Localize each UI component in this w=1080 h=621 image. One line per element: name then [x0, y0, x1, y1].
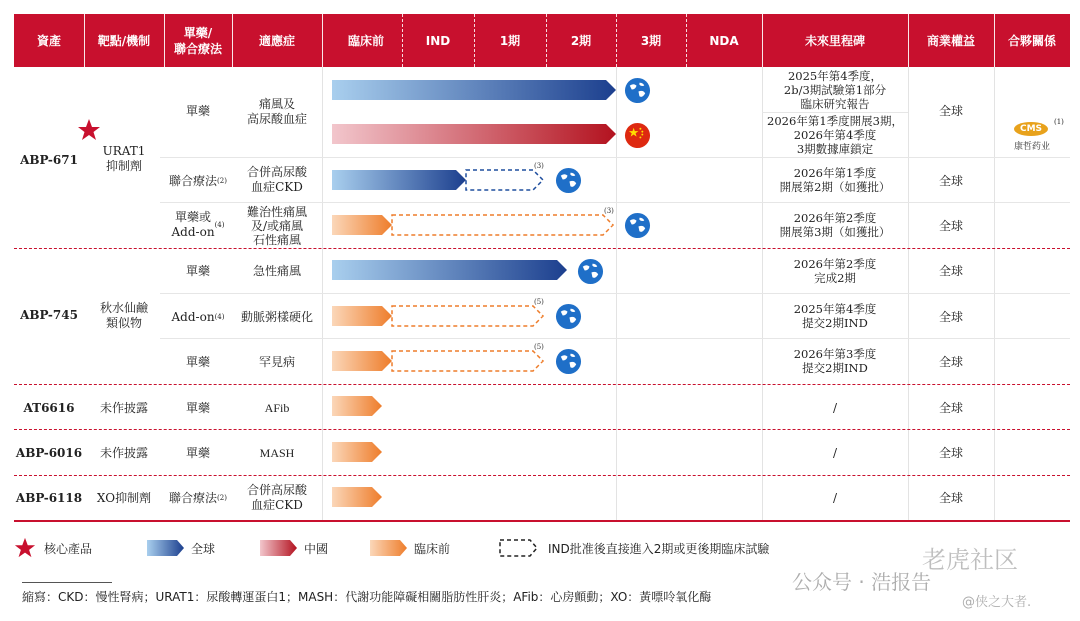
- milestone: /: [832, 490, 838, 505]
- bar-preclinical: [332, 442, 382, 462]
- bar-dashed: [392, 306, 543, 326]
- rights: 全球: [938, 263, 963, 278]
- therapy-mono: 單藥: [185, 263, 210, 278]
- legend-preclinical: 臨床前: [414, 542, 451, 556]
- bar-dashed: [392, 351, 543, 371]
- globe-icon: [555, 303, 582, 330]
- header-therapy: 單藥/ 聯合療法: [173, 25, 222, 56]
- footnote-rule: [22, 582, 112, 583]
- indication-ckd: 合併高尿酸 血症CKD: [246, 165, 307, 194]
- globe-icon: [555, 167, 582, 194]
- milestone: 2026年第1季度開展3期， 2026年第4季度 3期數據庫鎖定: [767, 114, 903, 156]
- globe-icon: [555, 348, 582, 375]
- legend-dashed-swatch: [499, 539, 539, 557]
- header-phase2: 2期: [570, 33, 592, 48]
- milestone: 2026年第3季度 提交2期IND: [793, 347, 877, 375]
- asset-abp-6016: ABP-6016: [15, 445, 83, 460]
- note: (3): [534, 162, 544, 170]
- bar-global: [332, 80, 616, 100]
- indication-ckd: 合併高尿酸 血症CKD: [246, 483, 307, 512]
- globe-icon: [577, 258, 604, 285]
- milestone: /: [832, 400, 838, 415]
- rights: 全球: [938, 309, 963, 324]
- watermark-account: 公众号 · 浩报告: [792, 570, 932, 594]
- rights: 全球: [938, 400, 963, 415]
- target-undisclosed: 未作披露: [99, 400, 148, 415]
- header-partner: 合夥關係: [1007, 33, 1056, 48]
- therapy-mono: 單藥: [185, 400, 210, 415]
- legend-china: 中國: [304, 542, 329, 556]
- indication-atherosclerosis: 動脈粥樣硬化: [240, 309, 313, 324]
- asset-at6616: AT6616: [23, 400, 75, 415]
- bar-preclinical: [332, 487, 382, 507]
- bar-preclinical: [332, 396, 382, 416]
- header-phase3: 3期: [640, 33, 662, 48]
- header-milestones: 未來里程碑: [804, 33, 865, 48]
- therapy-mono: 單藥: [185, 354, 210, 369]
- indication-gout: 痛風及 高尿酸血症: [246, 97, 307, 126]
- indication-afib: AFib: [264, 400, 290, 415]
- rights: 全球: [938, 490, 963, 505]
- legend-dashed: IND批准後直接進入2期或更後期臨床試驗: [548, 542, 770, 556]
- milestone: 2026年第1季度 開展第2期（如獲批）: [779, 166, 891, 194]
- bar-dashed: [392, 215, 613, 235]
- rights: 全球: [938, 445, 963, 460]
- legend-china-swatch: [260, 540, 298, 556]
- footnote: 縮寫：CKD：慢性腎病；URAT1：尿酸轉運蛋白1；MASH：代謝功能障礙相關脂肪性肝炎；AFib：心房顫動；XO：黃嘌呤氧化酶: [22, 590, 712, 604]
- header-target: 靶點/機制: [97, 33, 151, 48]
- target-undisclosed: 未作披露: [99, 445, 148, 460]
- indication-acute-gout: 急性痛風: [252, 263, 301, 278]
- bar-global: [332, 170, 466, 190]
- note: (3): [604, 207, 614, 215]
- therapy-mono: 單藥: [185, 103, 210, 118]
- header-rights: 商業權益: [926, 33, 975, 48]
- asset-abp-6118: ABP-6118: [15, 490, 83, 505]
- indication-rare-disease: 罕見病: [258, 354, 295, 369]
- rights: 全球: [938, 103, 963, 118]
- header-phase1: 1期: [499, 33, 521, 48]
- therapy-addon: Add-on (4): [171, 309, 225, 324]
- therapy-combo: 聯合療法 (2): [169, 173, 227, 188]
- globe-icon: [624, 212, 651, 239]
- legend-core: 核心產品: [44, 542, 93, 556]
- milestone: 2025年第4季度 提交2期IND: [793, 302, 877, 330]
- bar-china: [332, 124, 616, 144]
- partner-logo: CMS 康哲药业 (1): [1013, 118, 1064, 152]
- indication-mash: MASH: [259, 445, 295, 460]
- watermark-community: 老虎社区: [922, 546, 1018, 574]
- watermark-handle: @侠之大者.: [962, 595, 1032, 610]
- bar-preclinical: [332, 306, 392, 326]
- rights: 全球: [938, 173, 963, 188]
- therapy-mono-or-addon: 單藥或 Add-on (4): [171, 210, 225, 239]
- header-nda: NDA: [709, 33, 739, 48]
- rights: 全球: [938, 354, 963, 369]
- china-flag-icon: [624, 122, 651, 149]
- bar-preclinical: [332, 351, 392, 371]
- target-urat1: URAT1 抑制劑: [102, 144, 146, 173]
- bar-preclinical: [332, 215, 392, 235]
- milestone: 2025年第4季度， 2b/3期試驗第1部分 臨床研究報告: [783, 69, 887, 111]
- legend-global: 全球: [191, 542, 216, 556]
- asset-abp-671: ABP-671: [20, 152, 78, 167]
- note: (5): [534, 343, 544, 351]
- header-indication: 適應症: [258, 33, 295, 48]
- legend-preclinical-swatch: [370, 540, 408, 556]
- header-ind: IND: [425, 33, 451, 48]
- header-preclinical: 臨床前: [347, 33, 384, 48]
- milestone: 2026年第2季度 開展第3期（如獲批）: [779, 211, 891, 239]
- therapy-combo: 聯合療法 (2): [169, 490, 227, 505]
- milestone: 2026年第2季度 完成2期: [793, 257, 877, 285]
- legend-global-swatch: [147, 540, 185, 556]
- note: (5): [534, 298, 544, 306]
- bar-global: [332, 260, 567, 280]
- core-product-star-icon: [14, 537, 36, 559]
- asset-abp-745: ABP-745: [20, 307, 78, 322]
- target-xo: XO抑制劑: [96, 490, 152, 505]
- header-asset: 資產: [36, 33, 61, 48]
- indication-refractory-gout: 難治性痛風 及/或痛風 石性痛風: [246, 205, 307, 247]
- globe-icon: [624, 77, 651, 104]
- milestone: /: [832, 445, 838, 460]
- bar-dashed: [466, 170, 543, 190]
- therapy-mono: 單藥: [185, 445, 210, 460]
- rights: 全球: [938, 218, 963, 233]
- target-colchicine: 秋水仙鹼 類似物: [99, 301, 148, 330]
